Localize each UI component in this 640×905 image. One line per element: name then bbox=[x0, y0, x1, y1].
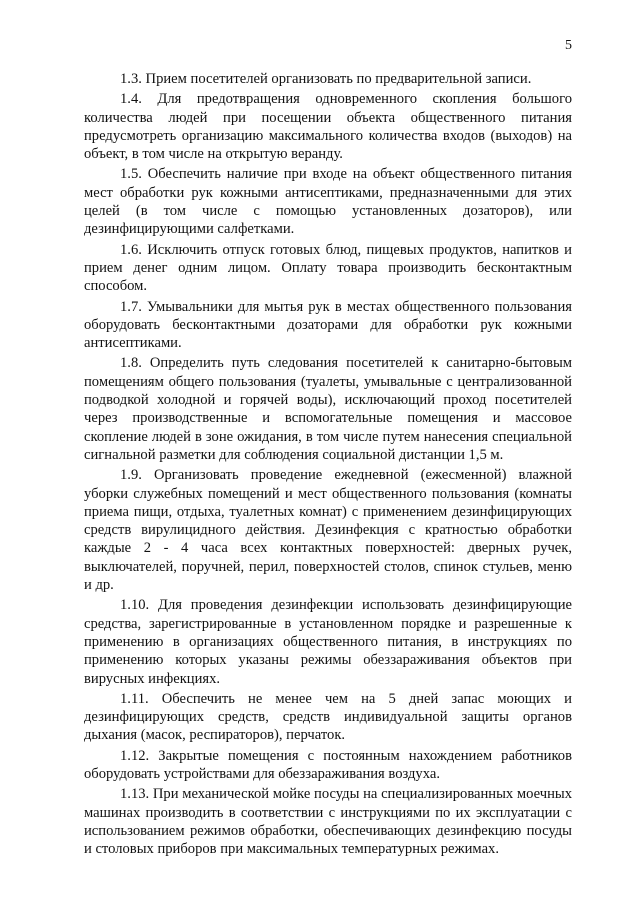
paragraph-1-12: 1.12. Закрытые помещения с постоянным нахождением работников оборудовать устройствами для обеззараживания воздуха. bbox=[84, 747, 572, 782]
paragraph-1-3: 1.3. Прием посетителей организовать по предварительной записи. bbox=[120, 71, 532, 87]
paragraph-1-5: 1.5. Обеспечить наличие при входе на объект общественного питания мест обработки рук кожными антисептиками, предназначенными для этих целей (в том числе с помощью установленных дозаторов), или дезинфицирующими салфетками. bbox=[84, 166, 572, 238]
paragraph-1-10: 1.10. Для проведения дезинфекции использовать дезинфицирующие средства, зарегистрированные в установленном порядке и разрешенные к применению в организациях общественного питания, в инструкциях по применению которых указаны режимы обеззараживания объектов при вирусных инфекциях. bbox=[84, 597, 572, 687]
paragraph-1-7: 1.7. Умывальники для мытья рук в местах общественного пользования оборудовать бесконтактными дозаторами для обработки рук кожными антисептиками. bbox=[84, 298, 572, 352]
paragraph-1-9: 1.9. Организовать проведение ежедневной (ежесменной) влажной уборки служебных помещений и мест общественного пользования (комнаты приема пищи, отдыха, туалетных комнат) с применением дезинфицирующих средств вирулицидного действия. Дезинфекция с кратностью обработки каждые 2 - 4 часа всех контактных поверхностей: дверных ручек, выключателей, поручней, перил, поверхностей столов, спинок стульев, меню и др. bbox=[84, 467, 572, 594]
paragraph-1-6: 1.6. Исключить отпуск готовых блюд, пищевых продуктов, напитков и прием денег одним лицом. Оплату товара производить бесконтактным способом. bbox=[84, 241, 572, 295]
document-body bbox=[84, 70, 572, 860]
paragraph-1-8: 1.8. Определить путь следования посетителей к санитарно-бытовым помещениям общего пользования (туалеты, умывальные с централизованной подводкой холодной и горячей воды), исключающий проход посетителей через производственные и вспомогательные помещения и массовое скопление людей в зоне ожидания, в том числе путем нанесения специальной сигнальной разметки для соблюдения социальной дистанции 1,5 м. bbox=[84, 355, 572, 463]
page-number: 5 bbox=[565, 38, 572, 53]
paragraph-1-11: 1.11. Обеспечить не менее чем на 5 дней запас моющих и дезинфицирующих средств, средств индивидуальной защиты органов дыхания (масок, респираторов), перчаток. bbox=[84, 690, 572, 744]
paragraph-1-4: 1.4. Для предотвращения одновременного скопления большого количества людей при посещении объекта общественного питания предусмотреть организацию максимального количества входов (выходов) на объект, в том числе на открытую веранду. bbox=[84, 91, 572, 163]
paragraph-1-13: 1.13. При механической мойке посуды на специализированных моечных машинах производить в соответствии с инструкциями по их эксплуатации с использованием режимов обработки, обеспечивающих дезинфекцию посуды и столовых приборов при максимальных температурных режимах. bbox=[84, 786, 572, 858]
